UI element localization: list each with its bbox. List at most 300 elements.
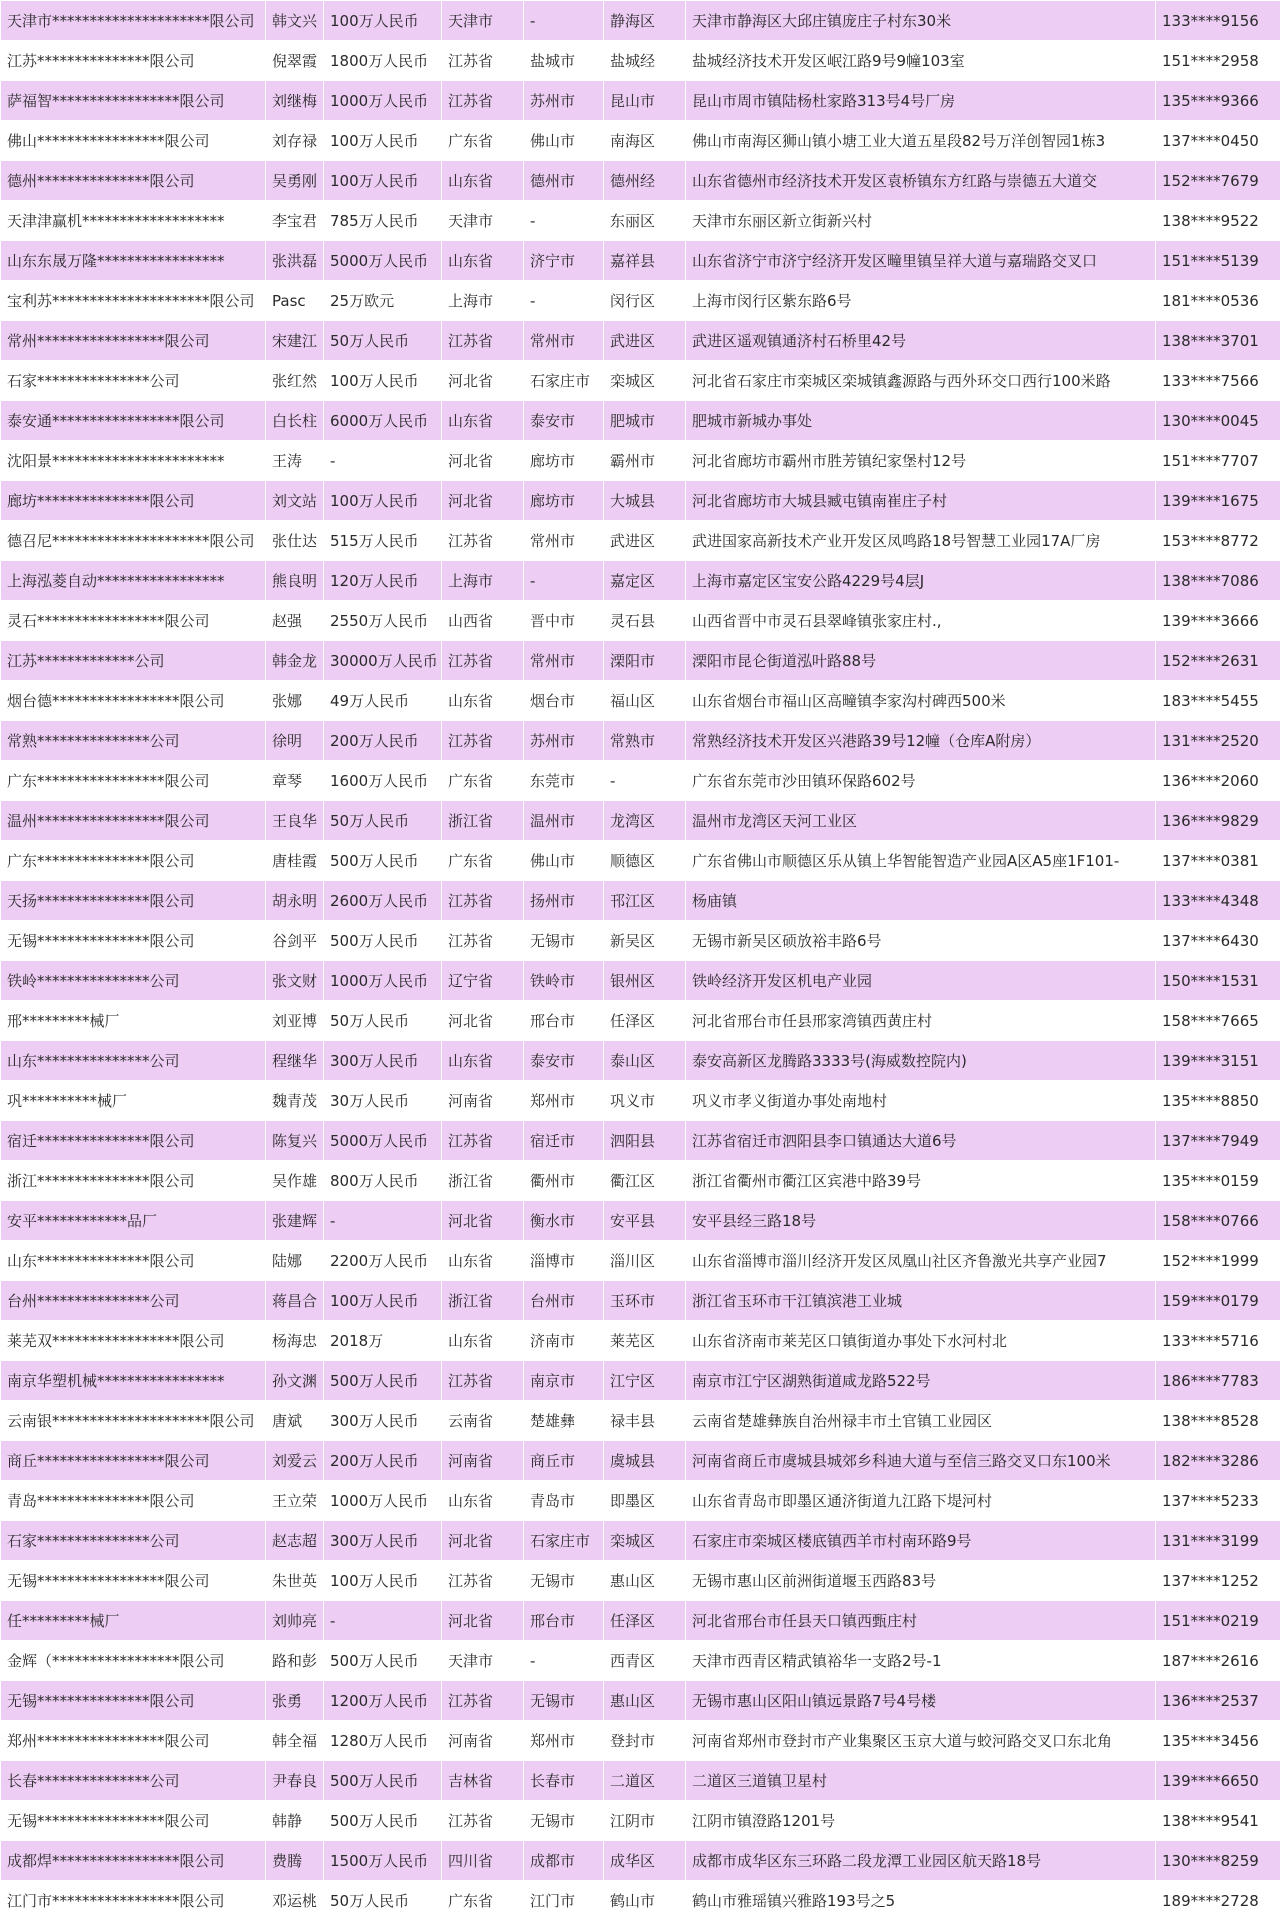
- cell-province: 江苏省: [442, 1681, 524, 1721]
- table-row: [1, 1481, 1280, 1521]
- cell-legal-person: 宋建江: [266, 321, 324, 361]
- table-row: [1, 81, 1280, 121]
- cell-address: 盐城经济技术开发区岷江路9号9幢103室: [686, 41, 1156, 81]
- table-row: [1, 841, 1280, 881]
- cell-city: 廊坊市: [524, 441, 604, 481]
- cell-province: 山东省: [442, 1321, 524, 1361]
- cell-province: 山东省: [442, 401, 524, 441]
- cell-address: 山西省晋中市灵石县翠峰镇张家庄村.,: [686, 601, 1156, 641]
- cell-address: 温州市龙湾区天河工业区: [686, 801, 1156, 841]
- cell-address: 河北省石家庄市栾城区栾城镇鑫源路与西外环交口西行100米路: [686, 361, 1156, 401]
- cell-phone: 133****5716: [1156, 1321, 1280, 1361]
- cell-registered-capital: 100万人民币: [324, 161, 442, 201]
- cell-city: 衡水市: [524, 1201, 604, 1241]
- cell-province: 上海市: [442, 561, 524, 601]
- cell-company-name: 灵石*****************限公司: [1, 601, 266, 641]
- cell-district: 惠山区: [604, 1561, 686, 1601]
- cell-city: 佛山市: [524, 121, 604, 161]
- cell-phone: 135****3456: [1156, 1721, 1280, 1761]
- cell-legal-person: 张红然: [266, 361, 324, 401]
- table-row: [1, 641, 1280, 681]
- table-row: [1, 1241, 1280, 1281]
- cell-registered-capital: 100万人民币: [324, 361, 442, 401]
- cell-registered-capital: 6000万人民币: [324, 401, 442, 441]
- cell-company-name: 宝利苏*********************限公司: [1, 281, 266, 321]
- cell-legal-person: 刘帅亮: [266, 1601, 324, 1641]
- cell-registered-capital: 100万人民币: [324, 121, 442, 161]
- cell-legal-person: 杨海忠: [266, 1321, 324, 1361]
- cell-company-name: 安平************品厂: [1, 1201, 266, 1241]
- cell-registered-capital: 5000万人民币: [324, 241, 442, 281]
- cell-legal-person: 韩静: [266, 1801, 324, 1841]
- cell-city: 郑州市: [524, 1721, 604, 1761]
- cell-phone: 152****7679: [1156, 161, 1280, 201]
- cell-legal-person: 刘继梅: [266, 81, 324, 121]
- cell-address: 浙江省衢州市衢江区宾港中路39号: [686, 1161, 1156, 1201]
- cell-company-name: 沈阳景***********************: [1, 441, 266, 481]
- cell-city: 廊坊市: [524, 481, 604, 521]
- cell-address: 成都市成华区东三环路二段龙潭工业园区航天路18号: [686, 1841, 1156, 1881]
- cell-phone: 153****8772: [1156, 521, 1280, 561]
- cell-district: 西青区: [604, 1641, 686, 1681]
- cell-legal-person: 费腾: [266, 1841, 324, 1881]
- cell-company-name: 青岛***************限公司: [1, 1481, 266, 1521]
- cell-district: 嘉祥县: [604, 241, 686, 281]
- cell-province: 天津市: [442, 1, 524, 41]
- cell-registered-capital: 785万人民币: [324, 201, 442, 241]
- cell-company-name: 郑州*****************限公司: [1, 1721, 266, 1761]
- cell-registered-capital: 200万人民币: [324, 1441, 442, 1481]
- cell-registered-capital: 1000万人民币: [324, 961, 442, 1001]
- cell-province: 江苏省: [442, 41, 524, 81]
- cell-province: 河南省: [442, 1441, 524, 1481]
- cell-city: -: [524, 1, 604, 41]
- cell-legal-person: 吴作雄: [266, 1161, 324, 1201]
- cell-city: -: [524, 561, 604, 601]
- cell-city: -: [524, 281, 604, 321]
- cell-district: 溧阳市: [604, 641, 686, 681]
- cell-address: 肥城市新城办事处: [686, 401, 1156, 441]
- cell-address: 河北省邢台市任县天口镇西甄庄村: [686, 1601, 1156, 1641]
- cell-city: 泰安市: [524, 1041, 604, 1081]
- cell-company-name: 常州*****************限公司: [1, 321, 266, 361]
- cell-registered-capital: 100万人民币: [324, 1561, 442, 1601]
- cell-province: 浙江省: [442, 1281, 524, 1321]
- cell-address: 江阴市镇澄路1201号: [686, 1801, 1156, 1841]
- cell-registered-capital: 1200万人民币: [324, 1681, 442, 1721]
- cell-province: 浙江省: [442, 1161, 524, 1201]
- cell-phone: 152****2631: [1156, 641, 1280, 681]
- cell-company-name: 巩**********械厂: [1, 1081, 266, 1121]
- cell-registered-capital: 49万人民币: [324, 681, 442, 721]
- cell-legal-person: 张勇: [266, 1681, 324, 1721]
- cell-district: 南海区: [604, 121, 686, 161]
- cell-legal-person: 邓运桃: [266, 1881, 324, 1921]
- cell-company-name: 德州***************限公司: [1, 161, 266, 201]
- cell-phone: 187****2616: [1156, 1641, 1280, 1681]
- cell-city: 商丘市: [524, 1441, 604, 1481]
- cell-phone: 138****9541: [1156, 1801, 1280, 1841]
- cell-district: 东丽区: [604, 201, 686, 241]
- cell-province: 天津市: [442, 201, 524, 241]
- cell-company-name: 德召尼*********************限公司: [1, 521, 266, 561]
- cell-company-name: 山东***************公司: [1, 1041, 266, 1081]
- cell-phone: 131****2520: [1156, 721, 1280, 761]
- cell-address: 佛山市南海区狮山镇小塘工业大道五星段82号万洋创智园1栋3: [686, 121, 1156, 161]
- cell-legal-person: 倪翠霞: [266, 41, 324, 81]
- cell-address: 云南省楚雄彝族自治州禄丰市土官镇工业园区: [686, 1401, 1156, 1441]
- cell-province: 广东省: [442, 121, 524, 161]
- cell-address: 山东省济宁市济宁经济开发区疃里镇呈祥大道与嘉瑞路交叉口: [686, 241, 1156, 281]
- cell-company-name: 上海泓菱自动*****************: [1, 561, 266, 601]
- cell-phone: 139****6650: [1156, 1761, 1280, 1801]
- table-row: [1, 361, 1280, 401]
- cell-phone: 189****2728: [1156, 1881, 1280, 1921]
- cell-company-name: 邢*********械厂: [1, 1001, 266, 1041]
- cell-phone: 135****9366: [1156, 81, 1280, 121]
- cell-phone: 133****9156: [1156, 1, 1280, 41]
- cell-phone: 152****1999: [1156, 1241, 1280, 1281]
- cell-company-name: 任*********械厂: [1, 1601, 266, 1641]
- cell-phone: 137****5233: [1156, 1481, 1280, 1521]
- cell-phone: 151****5139: [1156, 241, 1280, 281]
- table-row: [1, 1401, 1280, 1441]
- cell-city: 苏州市: [524, 81, 604, 121]
- table-row: [1, 161, 1280, 201]
- cell-address: 无锡市惠山区阳山镇远景路7号4号楼: [686, 1681, 1156, 1721]
- cell-company-name: 无锡*****************限公司: [1, 1561, 266, 1601]
- cell-district: 成华区: [604, 1841, 686, 1881]
- cell-registered-capital: 2200万人民币: [324, 1241, 442, 1281]
- cell-district: 肥城市: [604, 401, 686, 441]
- cell-address: 鹤山市雅瑶镇兴雅路193号之5: [686, 1881, 1156, 1921]
- cell-company-name: 烟台德*****************限公司: [1, 681, 266, 721]
- cell-registered-capital: 300万人民币: [324, 1041, 442, 1081]
- cell-phone: 139****1675: [1156, 481, 1280, 521]
- cell-city: 邢台市: [524, 1001, 604, 1041]
- cell-registered-capital: 50万人民币: [324, 1001, 442, 1041]
- cell-address: 上海市闵行区紫东路6号: [686, 281, 1156, 321]
- cell-phone: 136****9829: [1156, 801, 1280, 841]
- cell-company-name: 宿迁***************限公司: [1, 1121, 266, 1161]
- cell-company-name: 天津津赢机*******************: [1, 201, 266, 241]
- cell-district: 新吴区: [604, 921, 686, 961]
- cell-city: 晋中市: [524, 601, 604, 641]
- cell-registered-capital: 800万人民币: [324, 1161, 442, 1201]
- cell-district: 霸州市: [604, 441, 686, 481]
- cell-company-name: 商丘*****************限公司: [1, 1441, 266, 1481]
- cell-legal-person: 章琴: [266, 761, 324, 801]
- cell-district: 莱芜区: [604, 1321, 686, 1361]
- cell-legal-person: 白长柱: [266, 401, 324, 441]
- cell-company-name: 浙江***************限公司: [1, 1161, 266, 1201]
- cell-province: 江苏省: [442, 81, 524, 121]
- table-row: [1, 921, 1280, 961]
- cell-legal-person: 王涛: [266, 441, 324, 481]
- table-row: [1, 1761, 1280, 1801]
- cell-legal-person: 赵志超: [266, 1521, 324, 1561]
- cell-phone: 182****3286: [1156, 1441, 1280, 1481]
- cell-district: 淄川区: [604, 1241, 686, 1281]
- cell-phone: 159****0179: [1156, 1281, 1280, 1321]
- table-row: [1, 961, 1280, 1001]
- table-row: [1, 1801, 1280, 1841]
- cell-phone: 130****0045: [1156, 401, 1280, 441]
- cell-city: 无锡市: [524, 1801, 604, 1841]
- cell-city: -: [524, 1641, 604, 1681]
- cell-address: 天津市西青区精武镇裕华一支路2号-1: [686, 1641, 1156, 1681]
- table-row: [1, 1561, 1280, 1601]
- cell-legal-person: 胡永明: [266, 881, 324, 921]
- cell-registered-capital: 30000万人民币: [324, 641, 442, 681]
- cell-registered-capital: 1280万人民币: [324, 1721, 442, 1761]
- cell-legal-person: 韩全福: [266, 1721, 324, 1761]
- table-row: [1, 481, 1280, 521]
- table-row: [1, 1041, 1280, 1081]
- cell-province: 河北省: [442, 481, 524, 521]
- table-row: [1, 1321, 1280, 1361]
- cell-address: 河北省廊坊市大城县臧屯镇南崔庄子村: [686, 481, 1156, 521]
- cell-district: 泰山区: [604, 1041, 686, 1081]
- cell-address: 江苏省宿迁市泗阳县李口镇通达大道6号: [686, 1121, 1156, 1161]
- cell-phone: 151****7707: [1156, 441, 1280, 481]
- cell-address: 山东省德州市经济技术开发区袁桥镇东方红路与崇德五大道交: [686, 161, 1156, 201]
- cell-province: 江苏省: [442, 1561, 524, 1601]
- cell-company-name: 广东***************限公司: [1, 841, 266, 881]
- cell-district: 任泽区: [604, 1601, 686, 1641]
- table-row: [1, 281, 1280, 321]
- cell-province: 广东省: [442, 1881, 524, 1921]
- table-row: [1, 681, 1280, 721]
- cell-phone: 158****7665: [1156, 1001, 1280, 1041]
- cell-district: 灵石县: [604, 601, 686, 641]
- cell-city: 泰安市: [524, 401, 604, 441]
- cell-phone: 150****1531: [1156, 961, 1280, 1001]
- cell-city: 青岛市: [524, 1481, 604, 1521]
- cell-province: 河北省: [442, 1001, 524, 1041]
- cell-city: 无锡市: [524, 1681, 604, 1721]
- cell-legal-person: 路和彭: [266, 1641, 324, 1681]
- cell-company-name: 台州***************公司: [1, 1281, 266, 1321]
- cell-legal-person: 刘爱云: [266, 1441, 324, 1481]
- cell-district: 闵行区: [604, 281, 686, 321]
- cell-city: 衢州市: [524, 1161, 604, 1201]
- cell-legal-person: 谷剑平: [266, 921, 324, 961]
- cell-address: 铁岭经济开发区机电产业园: [686, 961, 1156, 1001]
- cell-company-name: 江门市*****************限公司: [1, 1881, 266, 1921]
- cell-address: 武进区遥观镇通济村石桥里42号: [686, 321, 1156, 361]
- cell-registered-capital: 1500万人民币: [324, 1841, 442, 1881]
- cell-province: 山东省: [442, 161, 524, 201]
- cell-registered-capital: 50万人民币: [324, 1881, 442, 1921]
- table-row: [1, 561, 1280, 601]
- cell-province: 广东省: [442, 841, 524, 881]
- cell-district: 玉环市: [604, 1281, 686, 1321]
- table-row: [1, 761, 1280, 801]
- cell-company-name: 云南银*********************限公司: [1, 1401, 266, 1441]
- cell-address: 安平县经三路18号: [686, 1201, 1156, 1241]
- cell-phone: 186****7783: [1156, 1361, 1280, 1401]
- cell-address: 山东省淄博市淄川经济开发区凤凰山社区齐鲁激光共享产业园7: [686, 1241, 1156, 1281]
- cell-district: 任泽区: [604, 1001, 686, 1041]
- cell-phone: 183****5455: [1156, 681, 1280, 721]
- cell-registered-capital: 500万人民币: [324, 1801, 442, 1841]
- cell-company-name: 天扬***************限公司: [1, 881, 266, 921]
- cell-address: 昆山市周市镇陆杨杜家路313号4号厂房: [686, 81, 1156, 121]
- table-row: [1, 1681, 1280, 1721]
- table-row: [1, 1201, 1280, 1241]
- cell-province: 江苏省: [442, 521, 524, 561]
- cell-phone: 136****2537: [1156, 1681, 1280, 1721]
- cell-phone: 138****3701: [1156, 321, 1280, 361]
- cell-province: 上海市: [442, 281, 524, 321]
- cell-province: 山东省: [442, 1041, 524, 1081]
- table-row: [1, 1641, 1280, 1681]
- cell-district: 江阴市: [604, 1801, 686, 1841]
- table-row: [1, 1441, 1280, 1481]
- cell-province: 江苏省: [442, 1121, 524, 1161]
- table-row: [1, 1281, 1280, 1321]
- cell-registered-capital: 25万欧元: [324, 281, 442, 321]
- table-row: [1, 121, 1280, 161]
- cell-company-name: 廊坊***************限公司: [1, 481, 266, 521]
- cell-phone: 130****8259: [1156, 1841, 1280, 1881]
- cell-registered-capital: -: [324, 1201, 442, 1241]
- cell-company-name: 石家***************公司: [1, 361, 266, 401]
- cell-address: 河北省廊坊市霸州市胜芳镇纪家堡村12号: [686, 441, 1156, 481]
- cell-address: 上海市嘉定区宝安公路4229号4层J: [686, 561, 1156, 601]
- cell-address: 河南省商丘市虞城县城郊乡科迪大道与至信三路交叉口东100米: [686, 1441, 1156, 1481]
- cell-company-name: 长春***************公司: [1, 1761, 266, 1801]
- cell-legal-person: 徐明: [266, 721, 324, 761]
- cell-address: 山东省烟台市福山区高疃镇李家沟村碑西500米: [686, 681, 1156, 721]
- cell-phone: 139****3151: [1156, 1041, 1280, 1081]
- cell-registered-capital: 2550万人民币: [324, 601, 442, 641]
- cell-address: 杨庙镇: [686, 881, 1156, 921]
- cell-legal-person: 刘文站: [266, 481, 324, 521]
- cell-phone: 151****2958: [1156, 41, 1280, 81]
- cell-address: 石家庄市栾城区楼底镇西羊市村南环路9号: [686, 1521, 1156, 1561]
- cell-city: 郑州市: [524, 1081, 604, 1121]
- table-row: [1, 1841, 1280, 1881]
- cell-phone: 133****7566: [1156, 361, 1280, 401]
- cell-city: 苏州市: [524, 721, 604, 761]
- cell-company-name: 山东***************限公司: [1, 1241, 266, 1281]
- cell-registered-capital: 300万人民币: [324, 1521, 442, 1561]
- cell-district: 武进区: [604, 321, 686, 361]
- cell-company-name: 成都焊*****************限公司: [1, 1841, 266, 1881]
- cell-province: 广东省: [442, 761, 524, 801]
- cell-district: 江宁区: [604, 1361, 686, 1401]
- cell-phone: 181****0536: [1156, 281, 1280, 321]
- cell-registered-capital: -: [324, 1601, 442, 1641]
- cell-phone: 138****9522: [1156, 201, 1280, 241]
- cell-district: 盐城经: [604, 41, 686, 81]
- cell-registered-capital: 2018万: [324, 1321, 442, 1361]
- cell-district: 嘉定区: [604, 561, 686, 601]
- cell-province: 江苏省: [442, 641, 524, 681]
- cell-company-name: 金辉（*****************限公司: [1, 1641, 266, 1681]
- cell-phone: 137****7949: [1156, 1121, 1280, 1161]
- cell-province: 云南省: [442, 1401, 524, 1441]
- table-row: [1, 1161, 1280, 1201]
- cell-legal-person: 张娜: [266, 681, 324, 721]
- cell-legal-person: 陈复兴: [266, 1121, 324, 1161]
- cell-registered-capital: 30万人民币: [324, 1081, 442, 1121]
- cell-city: 无锡市: [524, 1561, 604, 1601]
- cell-district: 栾城区: [604, 1521, 686, 1561]
- cell-district: 邗江区: [604, 881, 686, 921]
- cell-legal-person: 唐桂霞: [266, 841, 324, 881]
- cell-company-name: 山东东晟万隆*****************: [1, 241, 266, 281]
- cell-phone: 135****8850: [1156, 1081, 1280, 1121]
- cell-district: 即墨区: [604, 1481, 686, 1521]
- cell-legal-person: 尹春良: [266, 1761, 324, 1801]
- cell-province: 河北省: [442, 361, 524, 401]
- cell-city: 扬州市: [524, 881, 604, 921]
- cell-district: 顺德区: [604, 841, 686, 881]
- cell-company-name: 无锡***************限公司: [1, 1681, 266, 1721]
- cell-company-name: 广东*****************限公司: [1, 761, 266, 801]
- cell-city: 常州市: [524, 641, 604, 681]
- table-row: [1, 1, 1280, 41]
- table-row: [1, 241, 1280, 281]
- cell-legal-person: 朱世英: [266, 1561, 324, 1601]
- cell-company-name: 江苏*************公司: [1, 641, 266, 681]
- cell-company-name: 江苏***************限公司: [1, 41, 266, 81]
- cell-company-name: 萨福智*****************限公司: [1, 81, 266, 121]
- table-row: [1, 1721, 1280, 1761]
- cell-legal-person: 刘存禄: [266, 121, 324, 161]
- cell-province: 吉林省: [442, 1761, 524, 1801]
- cell-province: 河北省: [442, 1201, 524, 1241]
- cell-province: 江苏省: [442, 1361, 524, 1401]
- cell-legal-person: 王立荣: [266, 1481, 324, 1521]
- cell-city: 烟台市: [524, 681, 604, 721]
- cell-city: 德州市: [524, 161, 604, 201]
- cell-registered-capital: 50万人民币: [324, 801, 442, 841]
- table-row: [1, 1601, 1280, 1641]
- table-row: [1, 1521, 1280, 1561]
- cell-district: 龙湾区: [604, 801, 686, 841]
- cell-address: 溧阳市昆仑街道泓叶路88号: [686, 641, 1156, 681]
- cell-phone: 151****0219: [1156, 1601, 1280, 1641]
- cell-company-name: 泰安通*****************限公司: [1, 401, 266, 441]
- cell-legal-person: 唐斌: [266, 1401, 324, 1441]
- cell-city: 济南市: [524, 1321, 604, 1361]
- table-row: [1, 1081, 1280, 1121]
- cell-district: 常熟市: [604, 721, 686, 761]
- cell-province: 山西省: [442, 601, 524, 641]
- cell-district: 昆山市: [604, 81, 686, 121]
- cell-registered-capital: 500万人民币: [324, 1641, 442, 1681]
- table-row: [1, 801, 1280, 841]
- cell-city: 成都市: [524, 1841, 604, 1881]
- cell-phone: 133****4348: [1156, 881, 1280, 921]
- cell-province: 江苏省: [442, 881, 524, 921]
- cell-phone: 137****6430: [1156, 921, 1280, 961]
- cell-address: 山东省青岛市即墨区通济街道九江路下堤河村: [686, 1481, 1156, 1521]
- cell-district: 武进区: [604, 521, 686, 561]
- cell-province: 河北省: [442, 1601, 524, 1641]
- cell-registered-capital: 300万人民币: [324, 1401, 442, 1441]
- cell-registered-capital: 100万人民币: [324, 1, 442, 41]
- cell-city: 长春市: [524, 1761, 604, 1801]
- table-row: [1, 721, 1280, 761]
- cell-city: 邢台市: [524, 1601, 604, 1641]
- cell-registered-capital: 500万人民币: [324, 1361, 442, 1401]
- cell-company-name: 天津市*********************限公司: [1, 1, 266, 41]
